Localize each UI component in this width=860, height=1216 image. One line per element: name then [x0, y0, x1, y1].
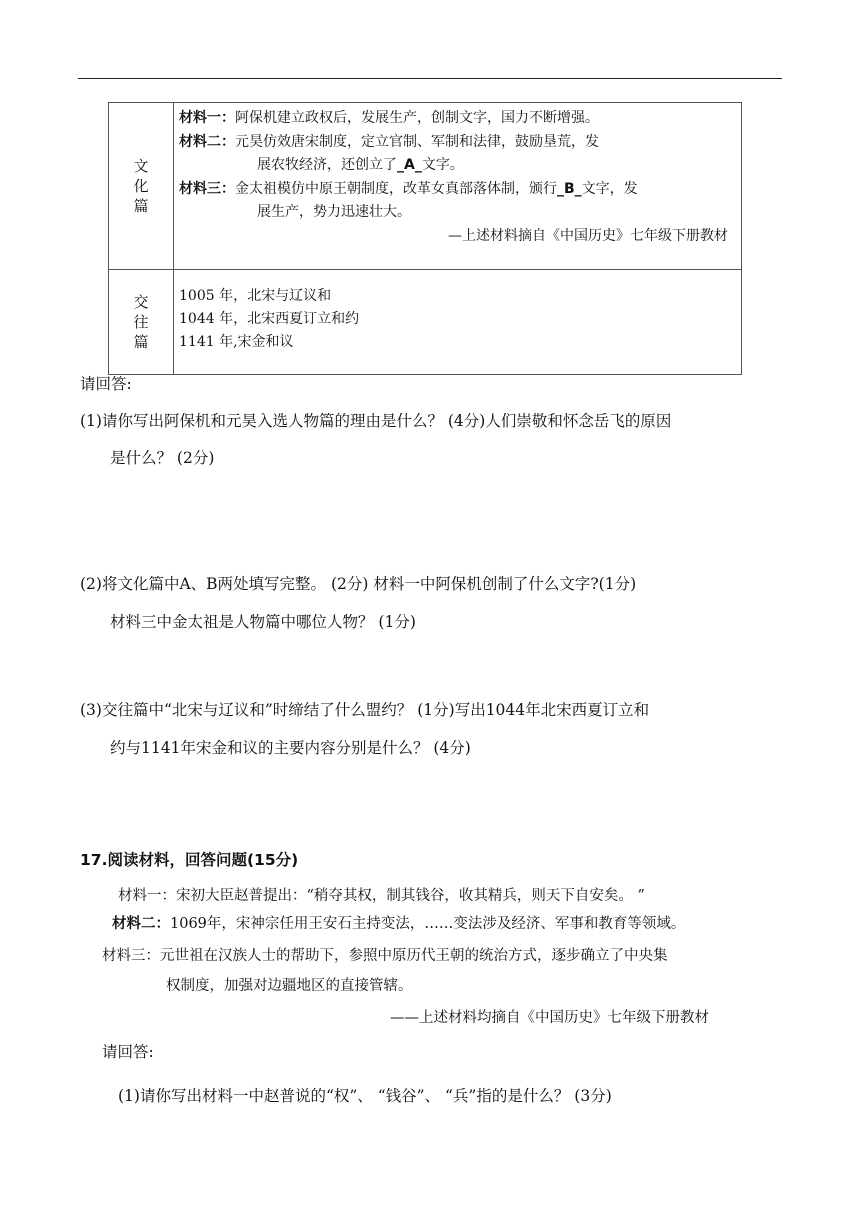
exchange-item: 1005 年，北宋与辽议和: [179, 288, 332, 304]
exchange-row: [109, 270, 742, 375]
blank-a: _A_: [397, 157, 422, 173]
material-2-cont: 展农牧经济，还创立了_A_文字。: [257, 157, 464, 173]
q17-material-1: 材料一：宋初大臣赵普提出：“稍夺其权，制其钱谷，收其精兵，则天下自安矣。 ”: [118, 888, 645, 904]
exchange-content-cell: [174, 270, 742, 375]
exchange-label: 交往篇: [133, 293, 149, 351]
q17-question-1: (1)请你写出材料一中赵普说的“权”、 “钱谷”、 “兵”指的是什么？ (3分): [118, 1087, 612, 1105]
culture-label: 文化篇: [133, 157, 149, 215]
q16-intro: 请回答:: [80, 375, 132, 393]
header-rule: [78, 78, 782, 79]
material-3-cont: 展生产，势力迅速壮大。: [257, 204, 411, 220]
culture-row: [109, 103, 742, 270]
q16-question-3: (3)交往篇中“北宋与辽议和”时缔结了什么盟约？ (1分)写出1044年北宋西夏订立和: [80, 701, 650, 719]
material-3: 材料三：金太祖模仿中原王朝制度，改革女真部落体制，颁行_B_文字，发: [179, 180, 638, 197]
q16-question-2: (2)将文化篇中A、B两处填写完整。 (2分) 材料一中阿保机创制了什么文字?(1分): [80, 575, 637, 593]
culture-source: —上述材料摘自《中国历史》七年级下册教材: [448, 227, 728, 244]
q16-question-1: (1)请你写出阿保机和元昊入选人物篇的理由是什么？ (4分)人们崇敬和怀念岳飞的原因: [80, 412, 672, 430]
culture-content-cell: [174, 103, 742, 270]
material-1: 材料一：阿保机建立政权后，发展生产，创制文字，国力不断增强。: [179, 110, 599, 126]
exchange-item: 1044 年，北宋西夏订立和约: [179, 311, 360, 327]
exchange-label-cell: [109, 270, 174, 375]
exchange-item: 1141 年,宋金和议: [179, 334, 294, 350]
material-2: 材料二：元昊仿效唐宋制度，定立官制、军制和法律，鼓励垦荒，发: [179, 133, 599, 150]
q17-intro: 请回答:: [102, 1043, 154, 1061]
q16-question-2-cont: 材料三中金太祖是人物篇中哪位人物？ (1分): [110, 613, 416, 631]
q17-material-2: 材料二：1069年，宋神宗任用王安石主持变法，……变法涉及经济、军事和教育等领域。: [112, 916, 686, 932]
culture-label-cell: [109, 103, 174, 270]
q17-material-3-cont: 权制度，加强对边疆地区的直接管辖。: [166, 978, 413, 994]
q16-question-1-cont: 是什么？ (2分): [110, 449, 215, 467]
q16-question-3-cont: 约与1141年宋金和议的主要内容分别是什么？ (4分): [110, 739, 471, 757]
q17-heading: 17.阅读材料，回答问题(15分): [80, 851, 299, 869]
materials-table: [108, 102, 742, 375]
q17-source: ——上述材料均摘自《中国历史》七年级下册教材: [390, 1010, 709, 1026]
q17-material-3: 材料三：元世祖在汉族人士的帮助下，参照中原历代王朝的统治方式，逐步确立了中央集: [102, 948, 668, 964]
blank-b: _B_: [557, 180, 582, 197]
